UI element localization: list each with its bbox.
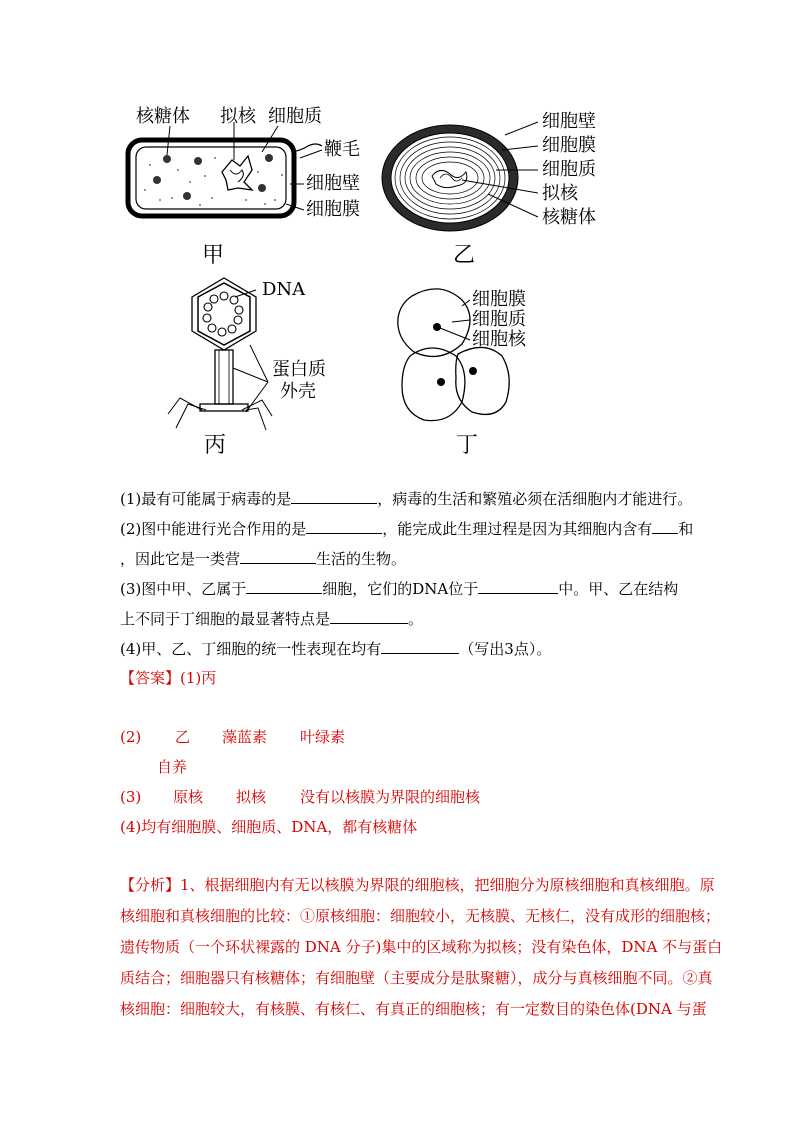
bing-label-dna: DNA bbox=[262, 279, 306, 300]
answer-3-v1: 原核 bbox=[173, 788, 204, 806]
blank-3a[interactable] bbox=[246, 578, 322, 594]
ding-label-cytoplasm: 细胞质 bbox=[472, 309, 526, 330]
blank-4[interactable] bbox=[381, 638, 459, 654]
answer-2-v1: 乙 bbox=[175, 728, 191, 746]
blank-1[interactable] bbox=[291, 488, 377, 504]
ding-caption: 丁 bbox=[456, 433, 479, 458]
jia-diagram bbox=[128, 122, 322, 216]
answer-tag: 【答案】 bbox=[120, 669, 181, 687]
answer-3-num: (3) bbox=[120, 788, 142, 806]
question-3-line1: (3)图中甲、乙属于 细胞，它们的DNA位于 中。甲、乙在结构 bbox=[120, 580, 679, 598]
yi-label-wall: 细胞壁 bbox=[542, 111, 596, 132]
analysis-tag: 【分析】 bbox=[120, 876, 181, 894]
yi-diagram bbox=[382, 122, 538, 231]
blank-2c[interactable] bbox=[240, 548, 316, 564]
analysis-line-2: 核细胞和真核细胞的比较：①原核细胞：细胞较小，无核膜、无核仁，没有成形的细胞核； bbox=[120, 907, 721, 925]
jia-label-flagellum: 鞭毛 bbox=[324, 139, 360, 160]
bing-label-protein-line2: 外壳 bbox=[280, 381, 316, 402]
answer-2-v3: 叶绿素 bbox=[300, 728, 346, 746]
bing-diagram bbox=[168, 278, 272, 430]
jia-label-nucleoid: 拟核 bbox=[220, 106, 256, 127]
jia-label-wall: 细胞壁 bbox=[306, 173, 360, 194]
analysis-paragraph bbox=[120, 870, 723, 1025]
answer-line-1: 【答案】(1)丙 bbox=[120, 669, 217, 687]
answer-2-num: (2) bbox=[120, 728, 142, 746]
answer-4: (4)均有细胞膜、细胞质、DNA，都有核糖体 bbox=[120, 818, 418, 836]
blank-3b[interactable] bbox=[478, 578, 558, 594]
jia-label-membrane: 细胞膜 bbox=[306, 199, 360, 220]
analysis-line-1: 【分析】1、根据细胞内有无以核膜为界限的细胞核，把细胞分为原核细胞和真核细胞。原 bbox=[120, 876, 715, 894]
jia-label-cytoplasm: 细胞质 bbox=[268, 106, 322, 127]
answer-3-v3: 没有以核膜为界限的细胞核 bbox=[300, 788, 481, 806]
yi-caption: 乙 bbox=[453, 243, 476, 268]
ding-label-membrane: 细胞膜 bbox=[472, 289, 526, 310]
question-2-line1: (2)图中能进行光合作用的是 ，能完成此生理过程是因为其细胞内含有 和 bbox=[120, 520, 694, 538]
blank-3c[interactable] bbox=[330, 608, 408, 624]
yi-label-nucleoid: 拟核 bbox=[542, 183, 578, 204]
jia-caption: 甲 bbox=[202, 243, 225, 268]
yi-label-membrane: 细胞膜 bbox=[542, 135, 596, 156]
analysis-line-3: 遗传物质（一个环状裸露的 DNA 分子)集中的区域称为拟核；没有染色体，DNA 不与蛋白 bbox=[120, 938, 723, 956]
cell-diagrams bbox=[0, 0, 800, 470]
answer-3-v2: 拟核 bbox=[236, 788, 267, 806]
yi-label-ribosome: 核糖体 bbox=[542, 207, 596, 228]
blank-2a[interactable] bbox=[306, 518, 382, 534]
ding-label-nucleus: 细胞核 bbox=[472, 329, 526, 350]
question-4: (4)甲、乙、丁细胞的统一性表现在均有 （写出3点）。 bbox=[120, 640, 552, 658]
answer-2-v4: 自养 bbox=[157, 758, 188, 776]
jia-label-ribosome: 核糖体 bbox=[136, 106, 190, 127]
answer-2-v2: 藻蓝素 bbox=[222, 728, 268, 746]
blank-2b[interactable] bbox=[652, 518, 678, 534]
analysis-line-5: 核细胞：细胞较大，有核膜、有核仁、有真正的细胞核；有一定数目的染色体(DNA 与蛋 bbox=[120, 1000, 707, 1018]
bing-label-protein-line1: 蛋白质 bbox=[272, 359, 326, 380]
question-2-line2: ，因此它是一类营 生活的生物。 bbox=[120, 550, 407, 568]
yi-label-cytoplasm: 细胞质 bbox=[542, 159, 596, 180]
analysis-line-4: 质结合；细胞器只有核糖体；有细胞壁（主要成分是肽聚糖），成分与真核细胞不同。②真 bbox=[120, 969, 713, 987]
question-1: (1)最有可能属于病毒的是 ，病毒的生活和繁殖必须在活细胞内才能进行。 bbox=[120, 490, 693, 508]
question-3-line2: 上不同于丁细胞的最显著特点是 。 bbox=[120, 610, 424, 628]
bing-caption: 丙 bbox=[204, 433, 227, 458]
